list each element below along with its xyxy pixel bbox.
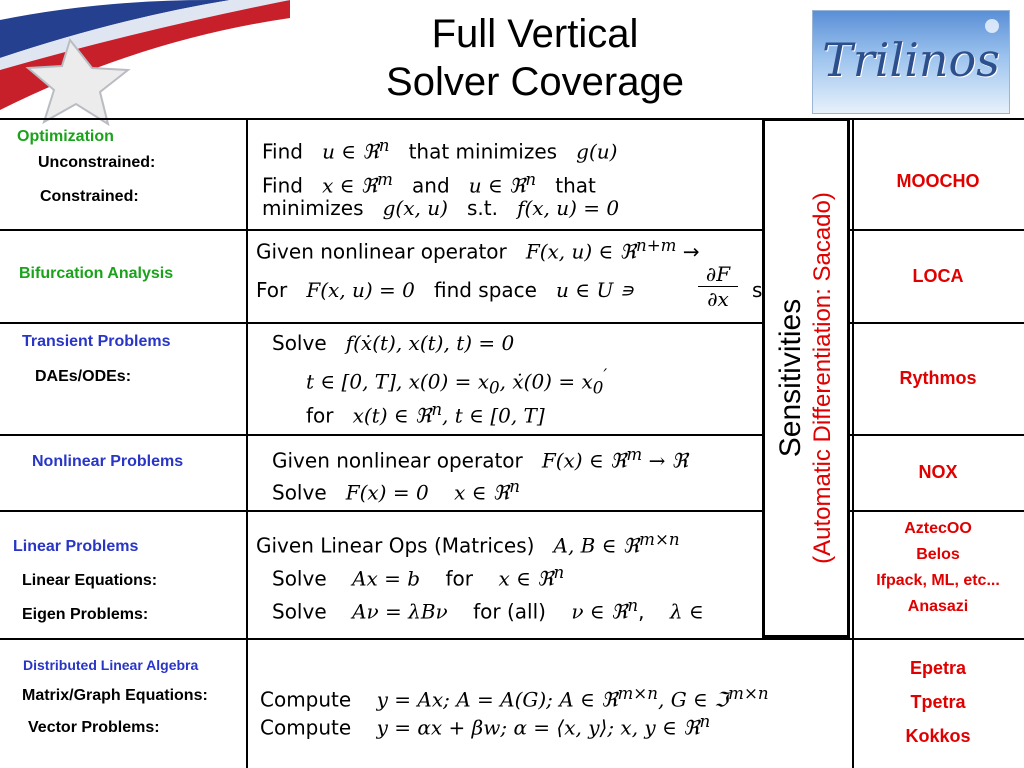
formula-text: , xyxy=(638,599,645,624)
formula-partial-derivative xyxy=(698,262,738,311)
formula-nonlinear-2 xyxy=(272,477,520,505)
formula-math: , t ∈ [0, T] xyxy=(442,403,545,428)
package-belos: Belos xyxy=(916,546,960,563)
formula-exponent: n xyxy=(431,400,443,419)
formula-prime: ′ xyxy=(603,366,608,385)
formula-transient-1 xyxy=(272,331,514,355)
formula-text: minimizes xyxy=(262,196,364,220)
formula-text: Given nonlinear operator xyxy=(272,448,523,473)
formula-math: x ∈ ℜ xyxy=(322,173,378,198)
formula-optimization-1 xyxy=(262,136,617,164)
formula-math: ν ∈ ℜ xyxy=(571,599,628,624)
formula-optimization-2 xyxy=(262,170,596,198)
formula-math: F(x) = 0 xyxy=(345,480,429,505)
moon-icon xyxy=(985,19,999,33)
row-divider xyxy=(0,510,1024,512)
formula-subscript: 0 xyxy=(592,378,604,398)
formula-exponent: n xyxy=(509,477,520,496)
category-distributed: Distributed Linear Algebra xyxy=(23,657,199,673)
sub-constrained: Constrained: xyxy=(40,188,139,205)
sub-daes-odes: DAEs/ODEs: xyxy=(35,368,132,385)
formula-text: for (all) xyxy=(473,599,546,624)
formula-text: For xyxy=(256,278,288,302)
formula-bifurcation-2 xyxy=(256,278,634,302)
sensitivities-subtitle: (Automatic Differentiation: Sacado) xyxy=(809,192,836,564)
formula-linear-1 xyxy=(256,530,680,558)
formula-text: for xyxy=(445,566,474,591)
formula-exponent: n+m xyxy=(636,236,677,255)
formula-bifurcation-s: s xyxy=(752,278,763,302)
formula-linear-2 xyxy=(272,563,564,591)
row-divider xyxy=(0,322,1024,324)
category-transient: Transient Problems xyxy=(22,333,171,350)
formula-text: Solve xyxy=(272,566,327,591)
formula-text: Solve xyxy=(272,331,327,355)
package-tpetra: Tpetra xyxy=(910,692,966,712)
formula-text: Solve xyxy=(272,480,327,505)
formula-text: Find xyxy=(262,139,303,164)
sub-eigen-problems: Eigen Problems: xyxy=(22,606,149,623)
formula-text: Compute xyxy=(260,715,352,740)
package-nox: NOX xyxy=(918,462,958,482)
formula-exponent: n xyxy=(627,596,639,615)
formula-math: , ẋ(0) = x xyxy=(499,369,593,394)
formula-math: f(x, u) = 0 xyxy=(517,196,620,220)
formula-math: Aν = λBν xyxy=(352,599,448,624)
formula-math: g(u) xyxy=(576,139,618,164)
formula-math: F(x, u) = 0 xyxy=(306,278,415,302)
formula-math: A, B ∈ ℜ xyxy=(553,533,640,558)
row-divider xyxy=(0,434,1024,436)
trilinos-logo xyxy=(812,10,1010,114)
package-rythmos: Rythmos xyxy=(899,368,977,388)
package-epetra: Epetra xyxy=(909,658,967,678)
category-nonlinear: Nonlinear Problems xyxy=(32,453,184,470)
row-divider xyxy=(0,638,1024,640)
row-divider xyxy=(0,118,1024,120)
formula-linear-3 xyxy=(272,596,704,624)
category-optimization: Optimization xyxy=(17,128,114,145)
formula-exponent: n xyxy=(553,563,565,582)
column-divider xyxy=(246,118,248,768)
star-swoosh-graphic xyxy=(0,0,290,130)
formula-math: y = αx + βw; α = ⟨x, y⟩; x, y ∈ ℜ xyxy=(376,715,700,740)
formula-math: F(x) ∈ ℜ xyxy=(541,448,627,473)
formula-math: g(x, u) xyxy=(382,196,448,220)
formula-exponent: n xyxy=(378,136,390,155)
formula-math: y = Ax; A = A(G); A ∈ ℜ xyxy=(376,687,618,712)
formula-math: x ∈ ℜ xyxy=(454,480,510,505)
formula-exponent: m×n xyxy=(728,684,769,703)
formula-math: u ∈ ℜ xyxy=(468,173,526,198)
sub-unconstrained: Unconstrained: xyxy=(38,154,156,171)
fraction-denominator: ∂x xyxy=(707,287,729,311)
formula-text: Find xyxy=(262,173,303,198)
package-loca: LOCA xyxy=(912,266,964,286)
formula-text: Given Linear Ops (Matrices) xyxy=(256,533,535,558)
page-title xyxy=(300,10,770,106)
formula-exponent: n xyxy=(699,712,711,731)
formula-distributed-2 xyxy=(260,712,710,740)
formula-math: Ax = b xyxy=(352,566,421,591)
formula-transient-2 xyxy=(306,366,607,398)
formula-distributed-1 xyxy=(260,684,769,712)
logo-text: Trilinos xyxy=(822,33,1000,87)
package-moocho: MOOCHO xyxy=(896,171,980,191)
fraction-numerator: ∂F xyxy=(698,262,738,287)
formula-text: for xyxy=(306,403,334,428)
formula-text: Solve xyxy=(272,599,327,624)
package-anasazi: Anasazi xyxy=(907,598,969,615)
formula-exponent: m×n xyxy=(639,530,680,549)
formula-math: , G ∈ ℑ xyxy=(658,687,729,712)
formula-math: → ℜ xyxy=(648,448,688,473)
formula-text: Given nonlinear operator xyxy=(256,239,507,264)
formula-math: λ ∈ xyxy=(669,599,704,624)
formula-text: that xyxy=(555,173,596,198)
formula-nonlinear-1 xyxy=(272,445,688,473)
formula-text: find space xyxy=(433,278,537,302)
category-bifurcation: Bifurcation Analysis xyxy=(19,265,174,282)
package-kokkos: Kokkos xyxy=(905,726,971,746)
sensitivities-title: Sensitivities xyxy=(774,298,807,458)
formula-bifurcation-1 xyxy=(256,236,700,264)
formula-transient-3 xyxy=(306,400,545,428)
formula-text: Compute xyxy=(260,687,352,712)
sub-linear-equations: Linear Equations: xyxy=(22,572,158,589)
formula-math: x(t) ∈ ℜ xyxy=(352,403,432,428)
formula-math: t ∈ [0, T], x(0) = x xyxy=(306,369,490,394)
sensitivities-label xyxy=(774,118,838,638)
formula-text: and xyxy=(412,173,450,198)
formula-math: f(ẋ(t), x(t), t) = 0 xyxy=(345,331,515,355)
title-line-1: Full Vertical xyxy=(431,12,639,56)
formula-math: x ∈ ℜ xyxy=(498,566,554,591)
title-line-2: Solver Coverage xyxy=(386,60,684,104)
formula-subscript: 0 xyxy=(489,378,500,398)
formula-exponent: m xyxy=(377,170,393,189)
row-divider xyxy=(0,229,1024,231)
sub-vector-problems: Vector Problems: xyxy=(28,719,160,736)
sensitivities-box xyxy=(762,118,850,638)
formula-exponent: m×n xyxy=(617,684,658,703)
formula-math: F(x, u) ∈ ℜ xyxy=(525,239,636,264)
formula-exponent: n xyxy=(525,170,537,189)
formula-text: → xyxy=(682,239,700,264)
category-linear: Linear Problems xyxy=(13,538,139,555)
formula-text: that minimizes xyxy=(408,139,558,164)
formula-text: s.t. xyxy=(467,196,498,220)
formula-math: u ∈ U ∍ xyxy=(556,278,635,302)
formula-math: u ∈ ℜ xyxy=(322,139,379,164)
package-aztecoo: AztecOO xyxy=(904,520,972,537)
formula-exponent: m xyxy=(626,445,643,464)
package-ifpack-ml: Ifpack, ML, etc... xyxy=(876,572,1000,589)
formula-optimization-3 xyxy=(262,196,619,220)
sub-matrix-graph: Matrix/Graph Equations: xyxy=(22,687,208,704)
